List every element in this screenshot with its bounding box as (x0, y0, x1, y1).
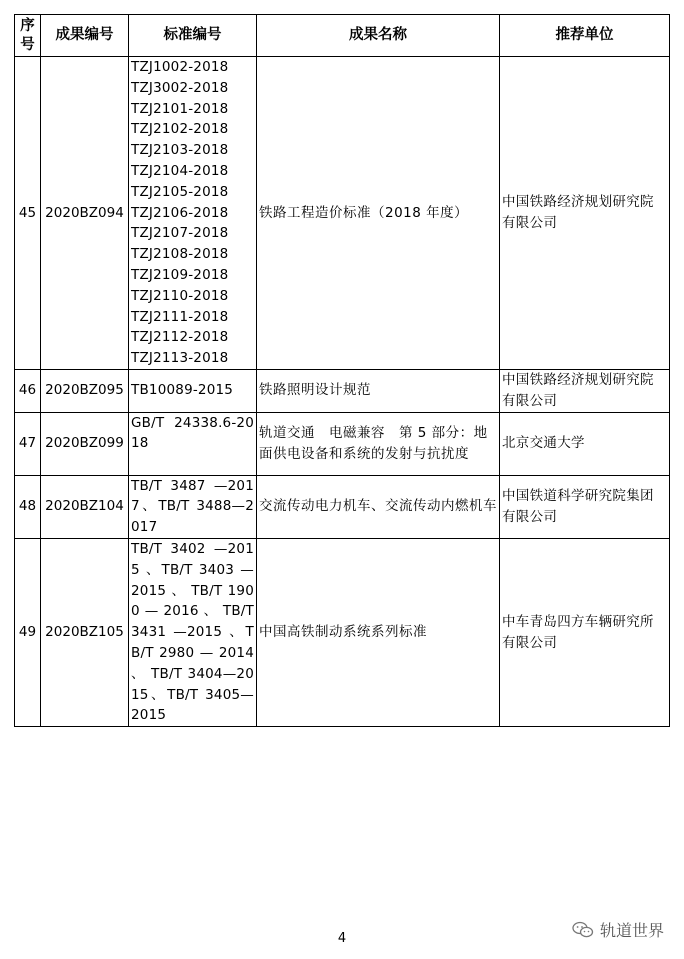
standard-line: TZJ2110-2018 (131, 287, 229, 304)
header-standard: 标准编号 (129, 15, 257, 57)
row-name: 中国高铁制动系统系列标准 (257, 538, 500, 726)
header-seq: 序号 (15, 15, 41, 57)
standard-line: TZJ2106-2018 (131, 204, 229, 221)
standard-line: TZJ2105-2018 (131, 183, 229, 200)
standard-line: TZJ3002-2018 (131, 79, 229, 96)
header-name: 成果名称 (257, 15, 500, 57)
row-name: 交流传动电力机车、交流传动内燃机车 (257, 475, 500, 538)
standard-line: TZJ2109-2018 (131, 266, 229, 283)
standard-line: TZJ1002-2018 (131, 59, 229, 75)
row-seq: 47 (15, 412, 41, 475)
row-seq: 48 (15, 475, 41, 538)
standard-line: TZJ2111-2018 (131, 308, 229, 325)
results-table (14, 14, 670, 727)
standard-line: TZJ2101-2018 (131, 100, 229, 117)
wechat-icon (572, 921, 594, 939)
header-code: 成果编号 (41, 15, 129, 57)
row-code: 2020BZ094 (41, 57, 129, 370)
table-row (15, 475, 670, 538)
watermark (572, 918, 664, 941)
row-code: 2020BZ105 (41, 538, 129, 726)
watermark-text: 轨道世界 (599, 921, 664, 940)
standard-line: TZJ2103-2018 (131, 142, 229, 159)
row-standard: TB/T 3487 —2017、TB/T 3488—2017 (129, 475, 257, 538)
standard-line: TZJ2112-2018 (131, 329, 229, 346)
row-code: 2020BZ104 (41, 475, 129, 538)
header-row (15, 15, 670, 57)
standard-line: TZJ2113-2018 (131, 350, 229, 367)
row-standard: TB10089-2015 (129, 369, 257, 412)
row-unit: 中国铁路经济规划研究院有限公司 (500, 57, 670, 370)
row-name: 铁路工程造价标准（2018 年度） (257, 57, 500, 370)
row-standard: GB/T 24338.6-2018 (129, 412, 257, 475)
row-unit: 北京交通大学 (500, 412, 670, 475)
row-code: 2020BZ099 (41, 412, 129, 475)
row-unit: 中国铁道科学研究院集团有限公司 (500, 475, 670, 538)
table-row (15, 412, 670, 475)
row-seq: 45 (15, 57, 41, 370)
row-unit: 中车青岛四方车辆研究所有限公司 (500, 538, 670, 726)
row-name: 轨道交通 电磁兼容 第 5 部分：地面供电设备和系统的发射与抗扰度 (257, 412, 500, 475)
row-standard (129, 57, 257, 370)
header-unit: 推荐单位 (500, 15, 670, 57)
table-row (15, 57, 670, 370)
row-name: 铁路照明设计规范 (257, 369, 500, 412)
standard-line: TZJ2107-2018 (131, 225, 229, 242)
row-code: 2020BZ095 (41, 369, 129, 412)
standard-line: TZJ2102-2018 (131, 121, 229, 138)
page-number: 4 (337, 931, 347, 946)
row-unit: 中国铁路经济规划研究院有限公司 (500, 369, 670, 412)
table-row (15, 369, 670, 412)
row-standard: TB/T 3402 —2015 、TB/T 3403 — 2015 、 TB/T 1900 — 2016 、 TB/T 3431 —2015 、TB/T 2980 — 2014 、 TB/T 3404—2015、TB/T 3405—2015 (129, 538, 257, 726)
table-row (15, 538, 670, 726)
row-seq: 46 (15, 369, 41, 412)
standard-line: TZJ2104-2018 (131, 162, 229, 179)
standard-line: TZJ2108-2018 (131, 246, 229, 263)
row-seq: 49 (15, 538, 41, 726)
